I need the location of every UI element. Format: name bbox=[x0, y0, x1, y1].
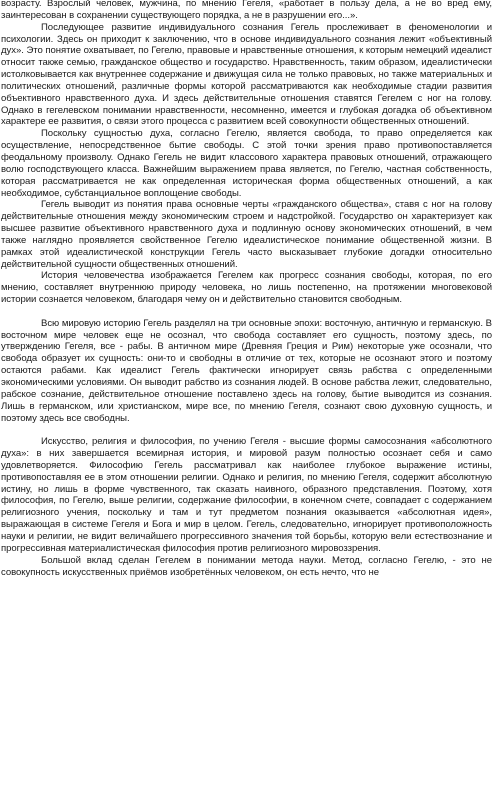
paragraph-7: Искусство, религия и философия, по учению Гегеля - высшие формы самосознания «абсолютного духа»: в них завершается всемирная история, и мировой разум полностью осознает себя и само удовлетворяется. Философию Гегель рассматривал как наиболее глубокое выражение истины, противопоставляя ее в этом отношении религии. Однако и религия, по мнению Гегеля, содержит абсолютную истину, но лишь в форме чувственного, так сказать наивного, образного представления. Поэтому, хотя философия, по Гегелю, выше религии, содержание философии, в конечном счете, совпадает с содержанием религиозного учения, поскольку и там и тут предметом познания оказывается «абсолютная идея», выражающая в системе Гегеля и Бога и мир в целом. Гегель, следовательно, игнорирует противоположность науки и религии, не видит величайшего прогрессивного значения той борьбы, которую вели естествознание и прогрессивная материалистическая философия против религиозного мировоззрения. bbox=[1, 436, 492, 554]
paragraph-4: Гегель выводит из понятия права основные черты «гражданского общества», ставя с ног на голову действительные отношения между экономическим строем и надстройкой. Государство он характеризует как высшее развитие объективного нравственного духа и подлинную основу экономических отношений, в чем также наглядно проявляется свойственное Гегелю идеалистическое понимание общественной жизни. В рамках этой идеалистической конструкции Гегель часто высказывает глубокие догадки относительно действительной сущности общественных отношений. bbox=[1, 199, 492, 270]
paragraph-2: Последующее развитие индивидуального сознания Гегель прослеживает в феноменологии и психологии. Здесь он приходит к заключению, что в основе индивидуального сознания лежит «объективный дух». Это понятие охватывает, по Гегелю, правовые и нравственные отношения, к которым немецкий идеалист относит также семью, гражданское общество и государство. Нравственность, таким образом, идеалистически истолковывается как внутреннее содержание и движущая сила не только правовых, но также материальных и политических отношений, различные формы которой рассматриваются как необходимые стадии развития объективного нравственного духа. И здесь действительные отношения ставятся Гегелем с ног на голову. Однако в гегелевском понимании нравственности, несомненно, имеется и глубокая догадка об объективном характере ее развития, о связи этого процесса с развитием всей совокупности общественных отношений. bbox=[1, 21, 492, 128]
paragraph-3: Поскольку сущностью духа, согласно Гегелю, является свобода, то право определяется как осуществление, непосредственное бытие свободы. С этой точки зрения право противопоставляется феодальному произволу. Однако Гегель не видит классового характера правовых отношений, отражающего волю господствующего класса. Важнейшим выражением права является, по Гегелю, частная собственность, которая рассматривается не как определенная историческая форма общественных отношений, а как необходимое, субстанциальное воплощение свободы. bbox=[1, 128, 492, 199]
paragraph-5: История человечества изображается Гегелем как прогресс сознания свободы, которая, по его мнению, составляет внутреннюю природу человека, но лишь постепенно, на протяжении многовековой истории сознается человеком, благодаря чему он и действительно становится свободным. bbox=[1, 270, 492, 306]
paragraph-1: возрасту. Взрослый человек, мужчина, по мнению Гегеля, «работает в пользу дела, а не во вред ему, заинтересован в сохранении существующего порядка, а не в разрушении его...». bbox=[1, 0, 492, 21]
paragraph-6: Всю мировую историю Гегель разделял на три основные эпохи: восточную, античную и германскую. В восточном мире человек еще не осознал, что свобода составляет его сущность, поэтому здесь, по утверждению Гегеля, все - рабы. В античном мире (Древняя Греция и Рим) некоторые уже осознали, что свобода образует их сущность: они-то и свободны в отличие от тех, которые не осознают этого и поэтому остаются рабами. Как идеалист Гегель фактически игнорирует связь рабства с определенными экономическими условиями. Он выводит рабство из сознания людей. В основе рабства лежит, следовательно, рабское сознание, действительное отношение поставлено здесь на голову, бытие выводится из сознания. Лишь в германском, или христианском, мире все, по мнению Гегеля, сознают свою духовную сущность, и поэтому здесь все свободны. bbox=[1, 317, 492, 424]
paragraph-8: Большой вклад сделан Гегелем в понимании метода науки. Метод, согласно Гегелю, - это не совокупность искусственных приёмов изобретённых человеком, он есть нечто, что не bbox=[1, 554, 492, 578]
